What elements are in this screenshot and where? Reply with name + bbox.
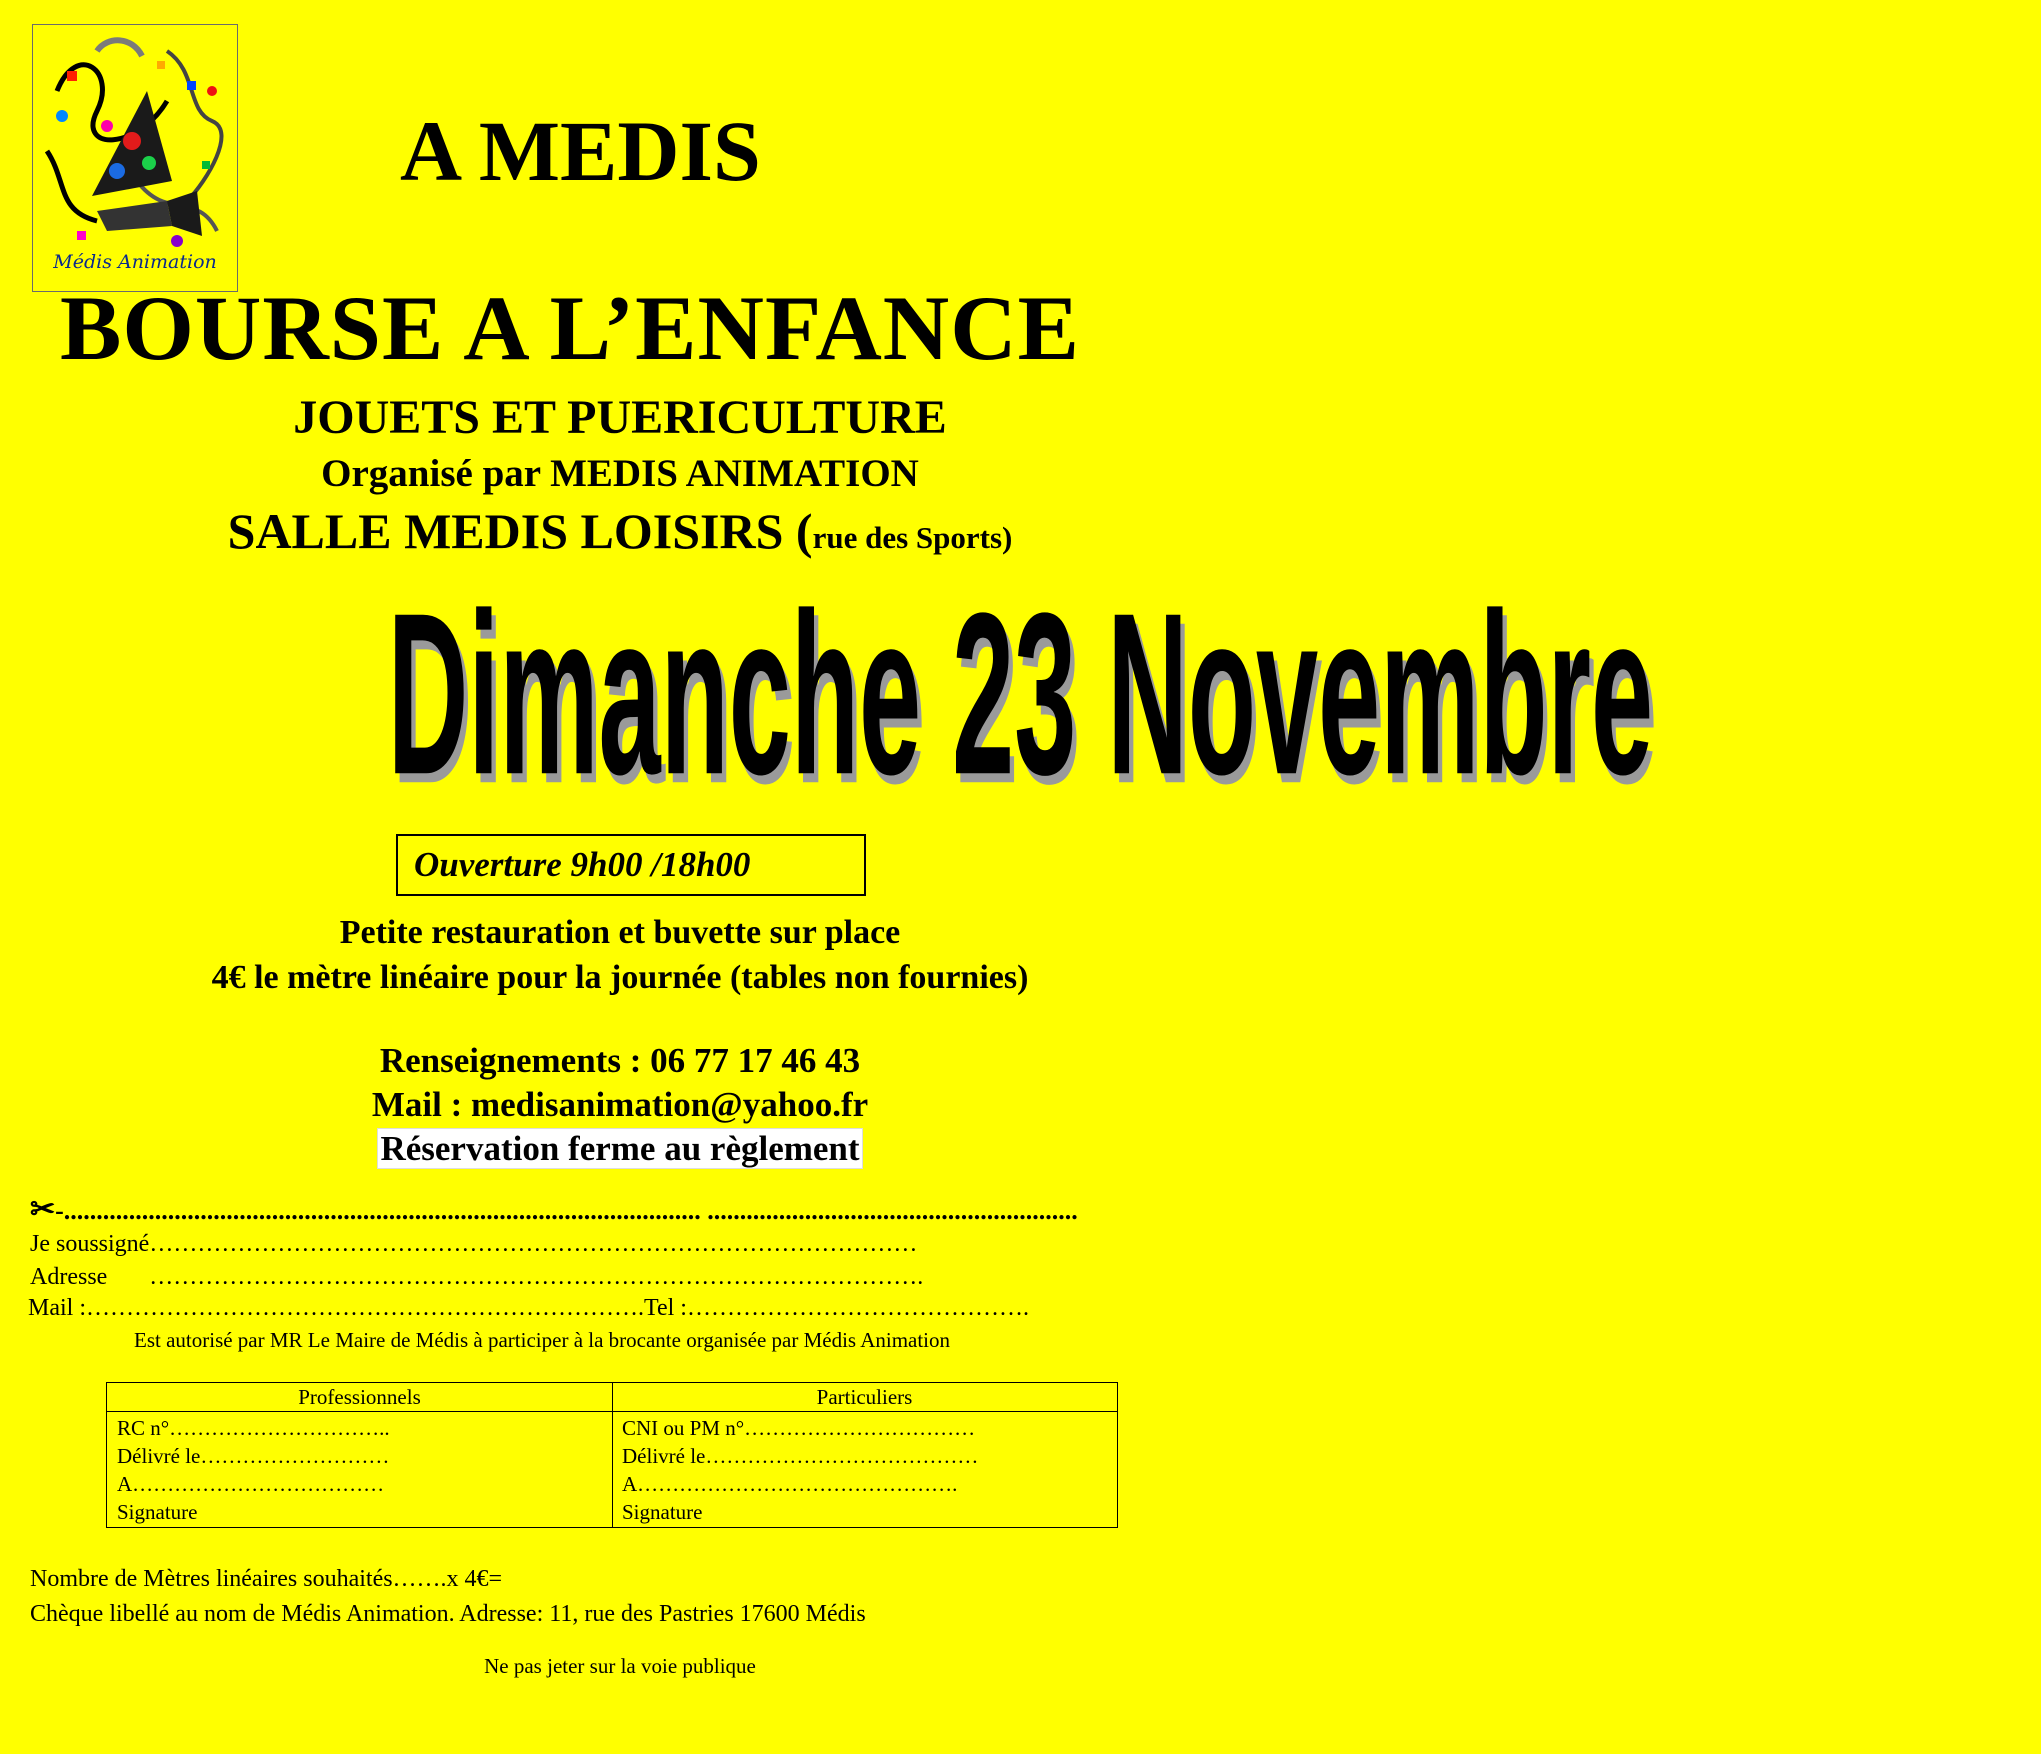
- venue-line: [0, 503, 1240, 559]
- opening-hours-box: [396, 834, 866, 896]
- id-number-field: CNI ou PM n°……………………………: [622, 1416, 976, 1440]
- catering-info: Petite restauration et buvette sur place: [339, 914, 901, 951]
- professionals-column: [107, 1383, 613, 1527]
- undersigned-field: Je soussigné……………………………………………………………………………………: [30, 1231, 918, 1257]
- signature-field: Signature: [117, 1500, 198, 1524]
- authorization-text: Est autorisé par MR Le Maire de Médis à participer à la brocante organisée par Médis Animation: [134, 1328, 951, 1352]
- issued-at-field: A………………………………: [117, 1472, 385, 1496]
- address-field: Adresse …………………………………………………………………………………….: [30, 1264, 924, 1290]
- metres-requested-line: Nombre de Mètres linéaires souhaités…….x 4€=: [30, 1566, 503, 1592]
- venue-street: rue des Sports): [812, 520, 1013, 555]
- venue-name: SALLE MEDIS LOISIRS (: [227, 503, 813, 559]
- phone-info: Renseignements : 06 77 17 46 43: [379, 1041, 861, 1080]
- medis-animation-logo: [32, 24, 238, 292]
- reservation-info: [0, 1131, 1240, 1166]
- footer-notice: Ne pas jeter sur la voie publique: [484, 1654, 756, 1678]
- cut-dots: -.................................................................................................. .........................................................: [55, 1196, 1078, 1225]
- organiser-line: Organisé par MEDIS ANIMATION: [321, 452, 919, 495]
- professionals-header: Professionnels: [107, 1383, 612, 1412]
- issued-at-field: A……………………………………….: [622, 1472, 958, 1496]
- issued-on-field: Délivré le…………………………………: [622, 1444, 979, 1468]
- event-date-text: Dimanche 23 Novembre: [387, 565, 1654, 824]
- event-date: [0, 565, 1654, 824]
- issued-on-field: Délivré le………………………: [117, 1444, 390, 1468]
- mail-info: Mail : medisanimation@yahoo.fr: [371, 1085, 869, 1124]
- price-info: 4€ le mètre linéaire pour la journée (tables non fournies): [211, 959, 1029, 996]
- mail-tel-field: Mail :…………………………………………………………….Tel :…………………………………….: [28, 1295, 1029, 1321]
- individuals-column: [612, 1383, 1117, 1527]
- party-confetti-icon: [37, 31, 233, 253]
- logo-caption: Médis Animation: [53, 251, 217, 273]
- location-heading: A MEDIS: [400, 103, 761, 199]
- event-title: [0, 277, 1240, 379]
- registration-table: [106, 1382, 1118, 1528]
- cut-line: [30, 1192, 1130, 1227]
- rc-number-field: RC n°…………………………..: [117, 1416, 390, 1440]
- reservation-text: Réservation ferme au règlement: [380, 1129, 860, 1168]
- event-subtitle: JOUETS ET PUERICULTURE: [293, 391, 947, 444]
- event-title-text: BOURSE A L’ENFANCE: [59, 277, 1081, 379]
- signature-field: Signature: [622, 1500, 703, 1524]
- opening-hours-text: Ouverture 9h00 /18h00: [414, 845, 751, 884]
- cheque-instructions: Chèque libellé au nom de Médis Animation. Adresse: 11, rue des Pastries 17600 Médis: [30, 1601, 866, 1627]
- individuals-header: Particuliers: [612, 1383, 1117, 1412]
- scissors-icon: ✂: [30, 1193, 56, 1226]
